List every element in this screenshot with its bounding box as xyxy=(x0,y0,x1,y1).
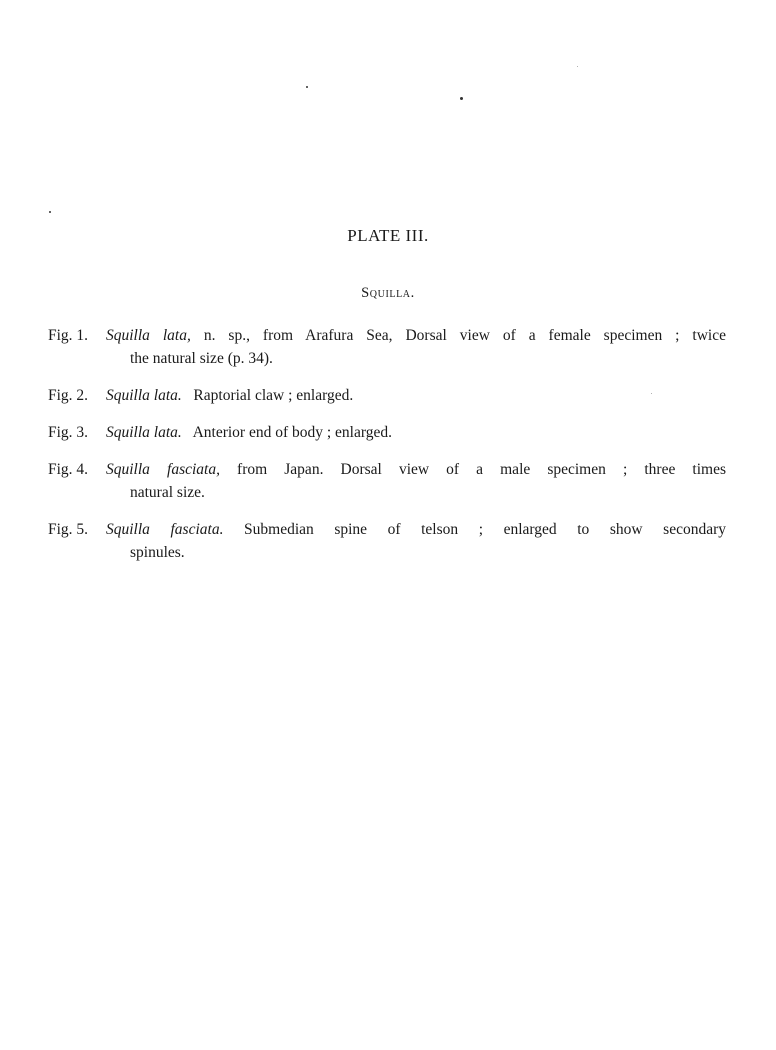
caption-continuation: spinules. xyxy=(130,544,185,561)
figure-label: Fig. 4. xyxy=(48,461,89,478)
scan-speck xyxy=(460,97,463,100)
caption-continuation: natural size. xyxy=(130,484,205,501)
figure-caption-1 xyxy=(48,324,726,370)
plate-subject: Squilla. xyxy=(361,285,415,301)
caption-text: Raptorial claw ; enlarged. xyxy=(181,387,354,404)
figure-label: Fig. 3. xyxy=(48,424,89,441)
figure-captions xyxy=(48,324,726,578)
caption-text: Anterior end of body ; enlarged. xyxy=(181,424,393,441)
species-name: Squilla lata, xyxy=(106,327,191,344)
caption-text: n. sp., from Arafura Sea, Dorsal view of a female specimen ; twice xyxy=(190,327,726,344)
species-name: Squilla lata. xyxy=(106,424,182,441)
caption-text: from Japan. Dorsal view of a male specimen ; three times xyxy=(219,461,727,478)
figure-label: Fig. 1. xyxy=(48,327,89,344)
species-name: Squilla lata. xyxy=(106,387,182,404)
caption-text: Submedian spine of telson ; enlarged to show secondary xyxy=(223,521,726,538)
figure-caption-5 xyxy=(48,518,726,564)
figure-caption-2 xyxy=(48,384,726,407)
caption-continuation: the natural size (p. 34). xyxy=(130,350,273,367)
figure-caption-4 xyxy=(48,458,726,504)
scan-speck xyxy=(577,66,578,67)
species-name: Squilla fasciata, xyxy=(106,461,220,478)
scan-speck xyxy=(306,86,308,88)
plate-title: PLATE III. xyxy=(347,226,429,245)
figure-label: Fig. 2. xyxy=(48,387,89,404)
scan-speck xyxy=(49,211,51,213)
figure-caption-3 xyxy=(48,421,726,444)
species-name: Squilla fasciata. xyxy=(106,521,224,538)
figure-label: Fig. 5. xyxy=(48,521,89,538)
